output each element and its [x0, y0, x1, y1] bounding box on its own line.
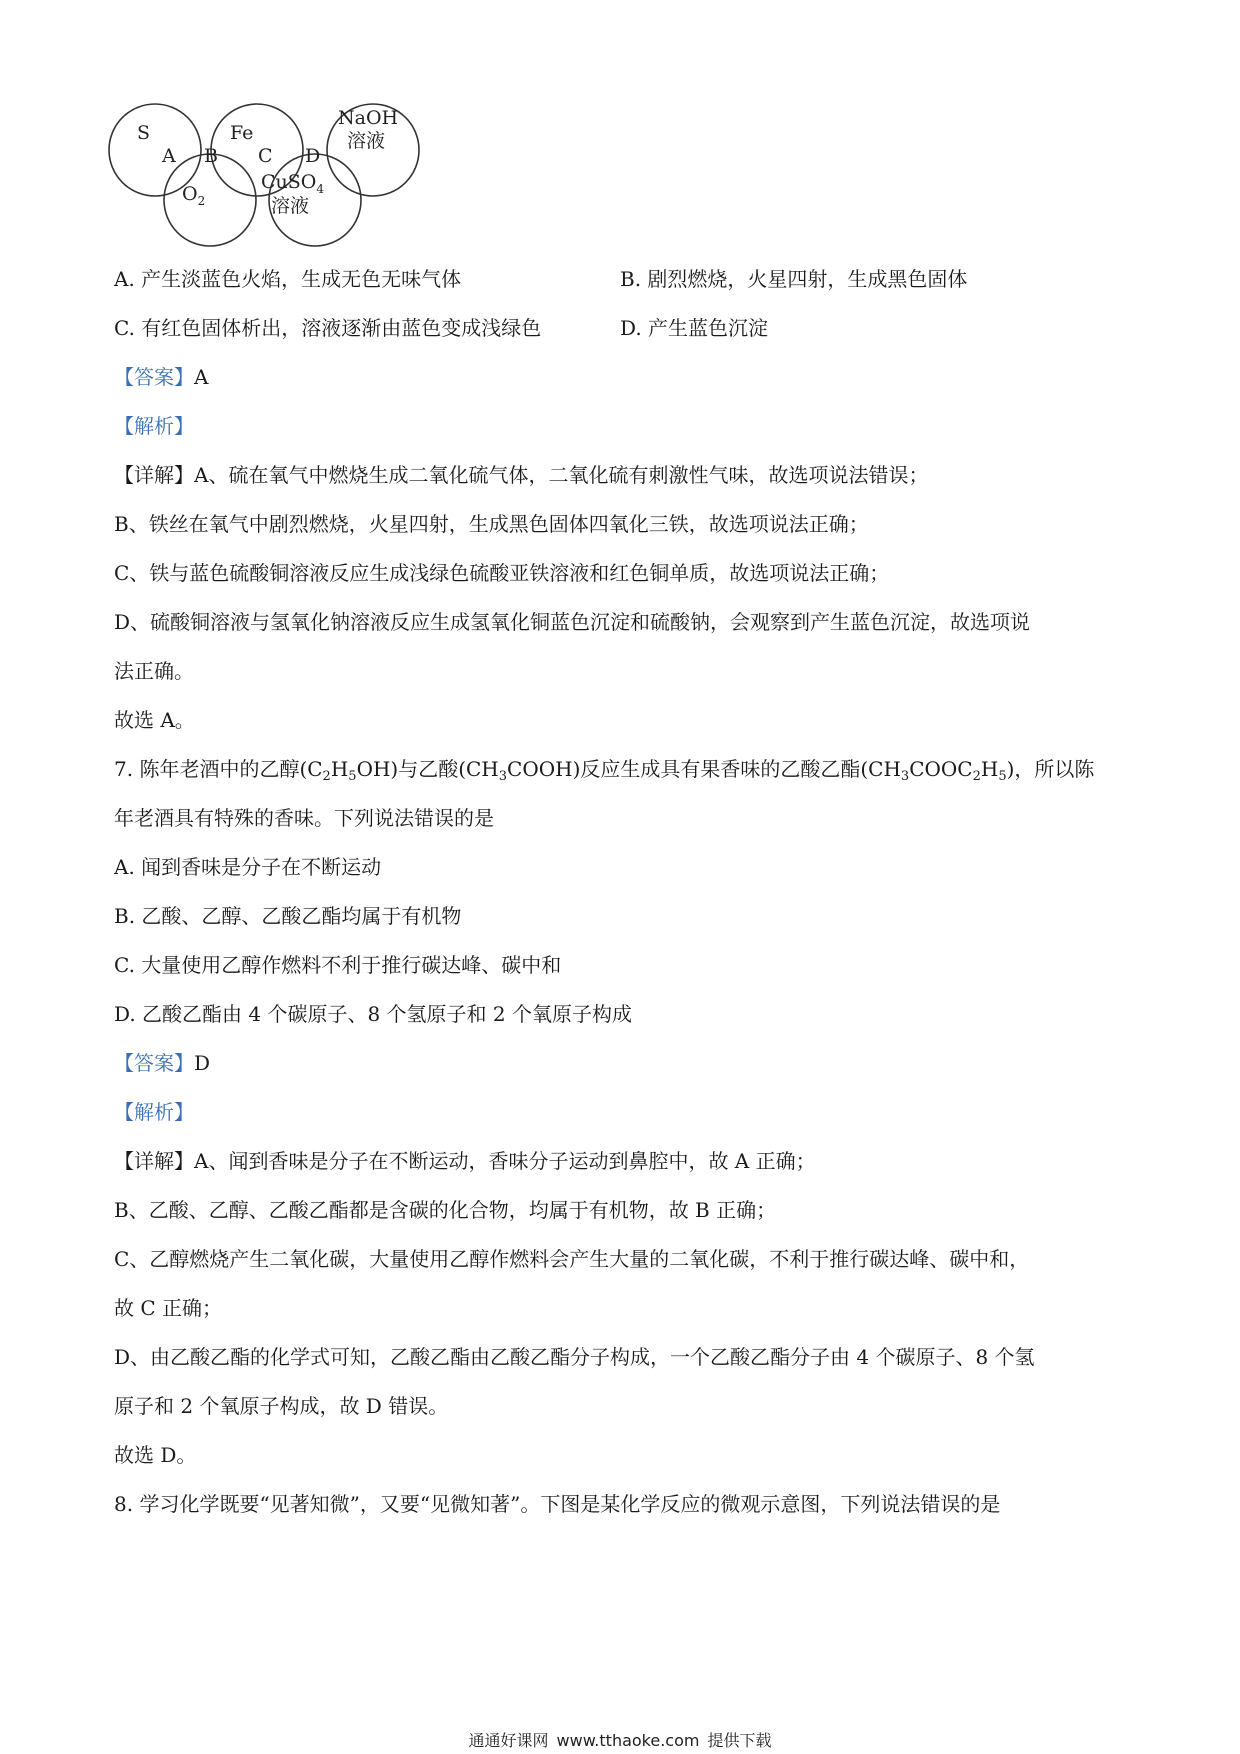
- q7-detail-3: C、乙醇燃烧产生二氧化碳，大量使用乙醇作燃料会产生大量的二氧化碳，不利于推行碳达峰、碳中和，: [114, 1247, 1030, 1271]
- q7-option-d: D. 乙酸乙酯由 4 个碳原子、8 个氢原子和 2 个氧原子构成: [114, 1002, 632, 1026]
- q7-detail-1: 【详解】A、闻到香味是分子在不断运动，香味分子运动到鼻腔中，故 A 正确；: [114, 1149, 816, 1173]
- q6-detail-1: 【详解】A、硫在氧气中燃烧生成二氧化硫气体，二氧化硫有刺激性气味，故选项说法错误；: [114, 463, 929, 487]
- q7-option-a: A. 闻到香味是分子在不断运动: [114, 855, 382, 879]
- answer-tag: 【答案】: [114, 1051, 194, 1075]
- q7-detail-4-cont: 原子和 2 个氧原子构成，故 D 错误。: [114, 1394, 449, 1418]
- q6-detail-4: D、硫酸铜溶液与氢氧化钠溶液反应生成氢氧化铜蓝色沉淀和硫酸钠，会观察到产生蓝色沉淀，故选项说: [114, 610, 1031, 634]
- q7-analysis-tag: 【解析】: [114, 1100, 194, 1124]
- q7-stem-cont: 年老酒具有特殊的香味。下列说法错误的是: [114, 806, 494, 830]
- q7-choose: 故选 D。: [114, 1443, 197, 1467]
- q8-stem: 8. 学习化学既要“见著知微”，又要“见微知著”。下图是某化学反应的微观示意图，下列说法错误的是: [114, 1492, 1001, 1516]
- label-b: B: [204, 145, 218, 167]
- q6-answer: [114, 363, 208, 391]
- label-cuso4-solution: 溶液: [271, 195, 310, 217]
- q6-option-b: B. 剧烈燃烧，火星四射，生成黑色固体: [620, 267, 968, 291]
- q7-answer: [114, 1049, 210, 1077]
- label-d: D: [305, 145, 321, 167]
- label-s: S: [137, 122, 151, 144]
- q7-detail-2: B、乙酸、乙醇、乙酸乙酯都是含碳的化合物，均属于有机物，故 B 正确；: [114, 1198, 777, 1222]
- circle-o2: [164, 154, 256, 246]
- q6-choose: 故选 A。: [114, 708, 195, 732]
- q7-option-b: B. 乙酸、乙醇、乙酸乙酯均属于有机物: [114, 904, 462, 928]
- q6-option-d: D. 产生蓝色沉淀: [620, 316, 769, 340]
- footer-site-name: 通通好课网: [468, 1731, 549, 1750]
- label-naoh-solution: 溶液: [347, 130, 386, 152]
- q6-detail-2: B、铁丝在氧气中剧烈燃烧，火星四射，生成黑色固体四氧化三铁，故选项说法正确；: [114, 512, 869, 536]
- answer-tag: 【答案】: [114, 365, 194, 389]
- label-fe: Fe: [230, 122, 254, 144]
- label-naoh: NaOH: [338, 107, 399, 129]
- q7-detail-3-cont: 故 C 正确；: [114, 1296, 223, 1320]
- footer-action: 提供下载: [707, 1731, 772, 1750]
- q6-option-a: A. 产生淡蓝色火焰，生成无色无味气体: [114, 267, 462, 291]
- footer-url[interactable]: www.tthaoke.com: [556, 1731, 700, 1750]
- q6-detail-3: C、铁与蓝色硫酸铜溶液反应生成浅绿色硫酸亚铁溶液和红色铜单质，故选项说法正确；: [114, 561, 890, 585]
- reaction-circles-diagram: [105, 100, 435, 250]
- answer-value: D: [194, 1051, 211, 1075]
- q6-option-c: C. 有红色固体析出，溶液逐渐由蓝色变成浅绿色: [114, 316, 542, 340]
- label-o2: $O_2$: [182, 183, 206, 208]
- detail-tag: 【详解】: [114, 463, 194, 487]
- label-c: C: [258, 145, 273, 167]
- page-footer: [0, 1728, 1240, 1751]
- q7-detail-4: D、由乙酸乙酯的化学式可知，乙酸乙酯由乙酸乙酯分子构成，一个乙酸乙酯分子由 4 个碳原子、8 个氢: [114, 1345, 1035, 1369]
- q7-option-c: C. 大量使用乙醇作燃料不利于推行碳达峰、碳中和: [114, 953, 562, 977]
- q7-stem: 7. 陈年老酒中的乙醇$(C_2H_5OH)$与乙酸$(CH_3COOH)$反应生成具有果香味的乙酸乙酯$(CH_3COOC_2H_5)$，所以陈: [114, 757, 1095, 784]
- detail-tag: 【详解】: [114, 1149, 194, 1173]
- label-a: A: [162, 145, 176, 167]
- answer-value: A: [194, 365, 209, 389]
- q6-analysis-tag: 【解析】: [114, 414, 194, 438]
- q6-detail-4-cont: 法正确。: [114, 659, 194, 683]
- label-cuso4: CuSO$_4$: [261, 171, 325, 196]
